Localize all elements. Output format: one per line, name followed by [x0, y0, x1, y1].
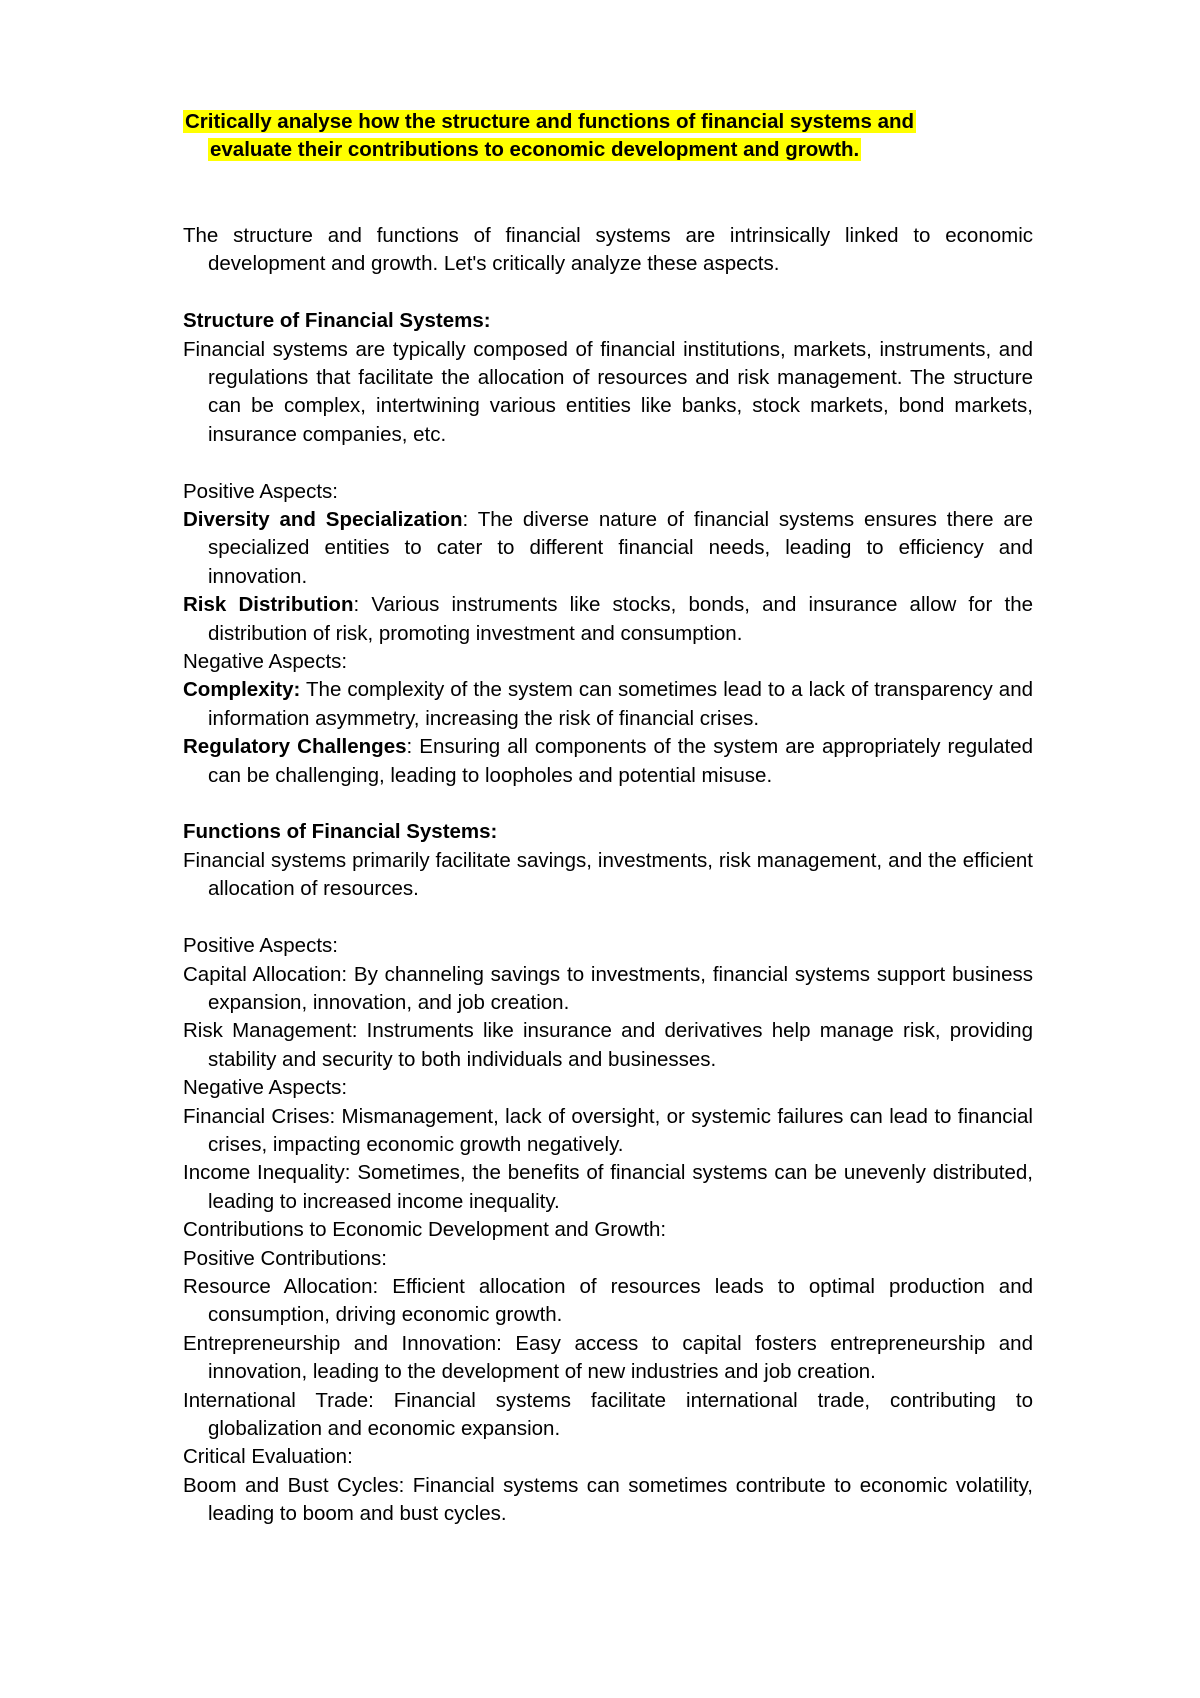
title-line-2: evaluate their contributions to economic development and growth.	[210, 138, 860, 161]
item-text: Various instruments like stocks, bonds, and insurance allow for the distribution of risk, promoting investment and consumption.	[208, 593, 1034, 645]
functions-positive-label: Positive Aspects:	[183, 934, 338, 958]
contributions-positive-item: Resource Allocation: Efficient allocation of resources leads to optimal production and consumption, driving economic growth.	[183, 1274, 1033, 1327]
item-text: Ensuring all components of the system are appropriately regulated can be challenging, leading to loopholes and potential misuse.	[208, 735, 1034, 787]
contributions-positive-label: Positive Contributions:	[183, 1246, 387, 1270]
structure-positive-item: Diversity and Specialization: The diverse nature of financial systems ensures there are specialized entities to cater to different financial needs, leading to efficiency and innovation.	[183, 508, 1033, 588]
functions-negative-item: Financial Crises: Mismanagement, lack of oversight, or systemic failures can lead to financial crises, impacting economic growth negatively.	[183, 1104, 1033, 1156]
structure-body: Financial systems are typically composed of financial institutions, markets, instruments, and regulations that facilitate the allocation of resources and risk management. The structure can be complex, intertwining various entities like banks, stock markets, bond markets, insurance companies, etc.	[183, 337, 1033, 446]
document-page	[183, 108, 1033, 1529]
contributions-heading: Contributions to Economic Development and Growth:	[183, 1218, 667, 1242]
structure-negative-item: Regulatory Challenges: Ensuring all components of the system are appropriately regulated can be challenging, leading to loopholes and potential misuse.	[183, 735, 1034, 787]
item-text: The complexity of the system can sometimes lead to a lack of transparency and information asymmetry, increasing the risk of financial crises.	[208, 678, 1033, 730]
functions-negative-label: Negative Aspects:	[183, 1076, 348, 1100]
functions-heading: Functions of Financial Systems:	[183, 820, 498, 844]
item-term: Regulatory Challenges	[183, 735, 407, 759]
contributions-positive-item: International Trade: Financial systems facilitate international trade, contributing to globalization and economic expansion.	[183, 1388, 1033, 1440]
item-term: Complexity:	[183, 678, 301, 702]
structure-positive-label: Positive Aspects:	[183, 479, 338, 503]
structure-heading: Structure of Financial Systems:	[183, 309, 491, 333]
critical-evaluation-label: Critical Evaluation:	[183, 1445, 353, 1469]
item-text: The diverse nature of financial systems ensures there are specialized entities to cater to different financial needs, leading to efficiency and innovation.	[208, 508, 1033, 588]
functions-positive-item: Capital Allocation: By channeling savings to investments, financial systems support business expansion, innovation, and job creation.	[183, 962, 1033, 1014]
title-line-1: Critically analyse how the structure and functions of financial systems and	[185, 110, 915, 133]
item-term: Risk Distribution	[183, 593, 354, 617]
functions-negative-item: Income Inequality: Sometimes, the benefits of financial systems can be unevenly distributed, leading to increased income inequality.	[183, 1161, 1033, 1213]
item-term: Diversity and Specialization	[183, 508, 463, 532]
document-title	[183, 108, 1033, 164]
structure-negative-label: Negative Aspects:	[183, 650, 348, 674]
intro-paragraph: The structure and functions of financial systems are intrinsically linked to economic development and growth. Let's critically analyze these aspects.	[183, 224, 1033, 276]
critical-evaluation-item: Boom and Bust Cycles: Financial systems can sometimes contribute to economic volatility, leading to boom and bust cycles.	[183, 1473, 1033, 1526]
functions-positive-item: Risk Management: Instruments like insurance and derivatives help manage risk, providing stability and security to both individuals and businesses.	[183, 1019, 1033, 1071]
structure-positive-item: Risk Distribution: Various instruments like stocks, bonds, and insurance allow for the distribution of risk, promoting investment and consumption.	[183, 593, 1034, 645]
contributions-positive-item: Entrepreneurship and Innovation: Easy access to capital fosters entrepreneurship and innovation, leading to the development of new industries and job creation.	[183, 1331, 1033, 1384]
structure-negative-item	[183, 676, 1033, 733]
functions-body: Financial systems primarily facilitate savings, investments, risk management, and the efficient allocation of resources.	[183, 848, 1033, 901]
